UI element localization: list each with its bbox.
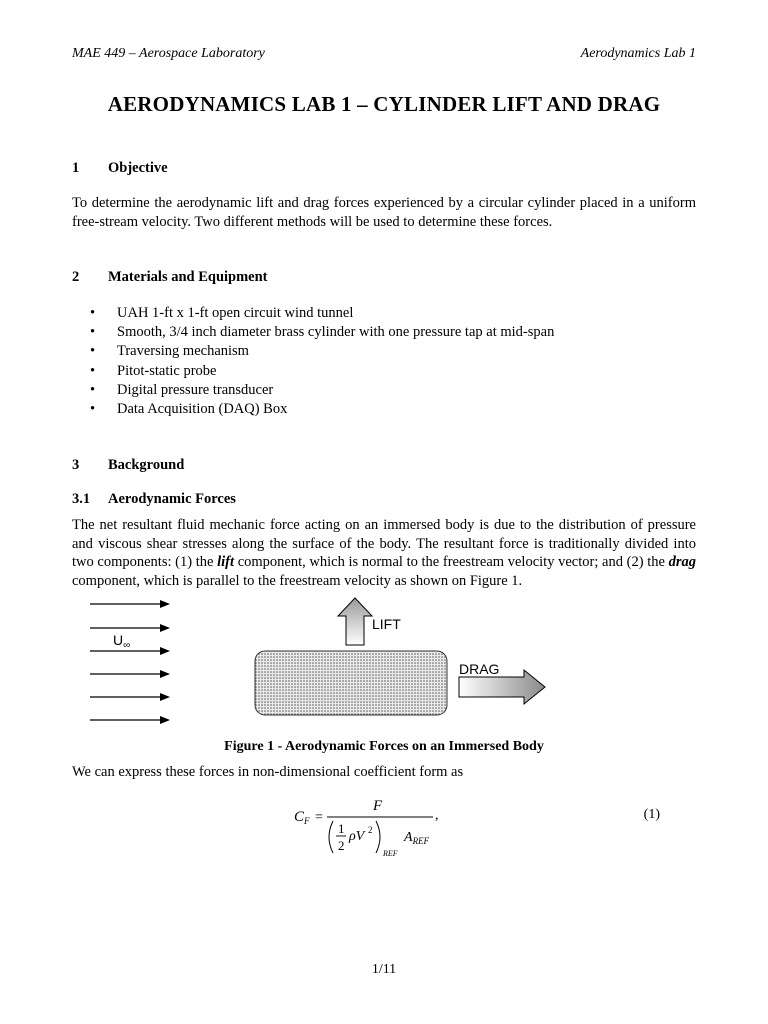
list-item	[72, 342, 554, 361]
square-exponent: 2	[368, 825, 373, 835]
rho-v: ρV	[349, 829, 365, 844]
drag-term: drag	[668, 554, 696, 571]
immersed-body	[255, 651, 447, 715]
half-denominator: 2	[338, 838, 345, 853]
list-item-text: Data Acquisition (DAQ) Box	[117, 400, 288, 417]
equation-number: (1)	[643, 807, 660, 822]
section-title: Materials and Equipment	[108, 269, 268, 285]
bullet-icon: •	[90, 381, 96, 398]
forces-paragraph	[72, 516, 696, 591]
freestream-arrow	[90, 600, 170, 608]
list-item	[72, 304, 554, 323]
list-item	[72, 400, 554, 419]
list-item	[72, 381, 554, 400]
bullet-icon: •	[90, 400, 96, 417]
coefficient-intro: We can express these forces in non-dimensional coefficient form as	[72, 764, 464, 780]
list-item-text: Digital pressure transducer	[117, 381, 274, 398]
list-item-text: Smooth, 3/4 inch diameter brass cylinder with one pressure tap at mid-span	[117, 324, 555, 341]
list-item	[72, 362, 554, 381]
objective-paragraph: To determine the aerodynamic lift and drag forces experienced by a circular cylinder placed in a uniform free-stream velocity. Two different methods will be used to determine these forces.	[72, 195, 696, 230]
section-title: Aerodynamic Forces	[108, 491, 236, 507]
list-item-text: Traversing mechanism	[117, 343, 249, 360]
section-title: Objective	[108, 160, 168, 176]
section-title: Background	[108, 457, 185, 473]
equation-comma: ,	[435, 808, 439, 823]
list-item	[72, 323, 554, 342]
list-item-text: UAH 1-ft x 1-ft open circuit wind tunnel	[117, 305, 354, 321]
bullet-icon: •	[90, 324, 96, 341]
section-number: 3	[72, 457, 80, 473]
half-numerator: 1	[338, 821, 345, 836]
figure-caption: Figure 1 - Aerodynamic Forces on an Immersed Body	[224, 739, 544, 754]
page-number: 1/11	[371, 962, 397, 977]
freestream-label: $U_\infty$	[113, 632, 131, 651]
section-number: 2	[72, 269, 80, 285]
equation-force-coefficient	[280, 795, 460, 865]
left-paren	[329, 821, 333, 853]
freestream-arrow	[90, 716, 170, 724]
area-term: $A_{REF}$	[404, 830, 430, 846]
ref-subscript: REF	[383, 849, 398, 858]
equation-numerator: F	[373, 798, 383, 814]
figure-aerodynamic-forces	[0, 590, 768, 735]
equation-equals: =	[315, 810, 323, 825]
drag-label: DRAG	[459, 661, 500, 677]
forces-text-part: component, which is normal to the freestream velocity vector; and (2) the	[234, 554, 669, 571]
bullet-icon: •	[90, 305, 96, 321]
freestream-arrows	[90, 600, 170, 724]
bullet-icon: •	[90, 343, 96, 360]
bullet-icon: •	[90, 362, 96, 379]
running-header-lab: Aerodynamics Lab 1	[580, 46, 696, 61]
lift-term: lift	[217, 554, 235, 571]
freestream-arrow	[90, 624, 170, 632]
lift-label: LIFT	[372, 616, 401, 632]
forces-text-part: The net resultant fluid mechanic force acting on an immersed body is due to the distribution of pressure and viscous shear stresses along the surface of the body. The resultant force is traditionally divided into two components: (1) the	[72, 517, 696, 571]
equipment-list	[72, 304, 554, 419]
forces-text-part: component, which is parallel to the freestream velocity as shown on Figure 1.	[72, 573, 523, 590]
section-number: 1	[72, 160, 80, 176]
page-title: AERODYNAMICS LAB 1 – CYLINDER LIFT AND DRAG	[107, 92, 661, 116]
freestream-arrow	[90, 670, 170, 678]
lift-arrow-icon	[338, 598, 372, 645]
equation-lhs: $C_F$	[294, 809, 310, 826]
right-paren	[376, 821, 380, 853]
list-item-text: Pitot-static probe	[117, 362, 217, 379]
freestream-arrow	[90, 693, 170, 701]
section-number: 3.1	[72, 491, 91, 507]
running-header-course: MAE 449 – Aerospace Laboratory	[72, 46, 265, 61]
